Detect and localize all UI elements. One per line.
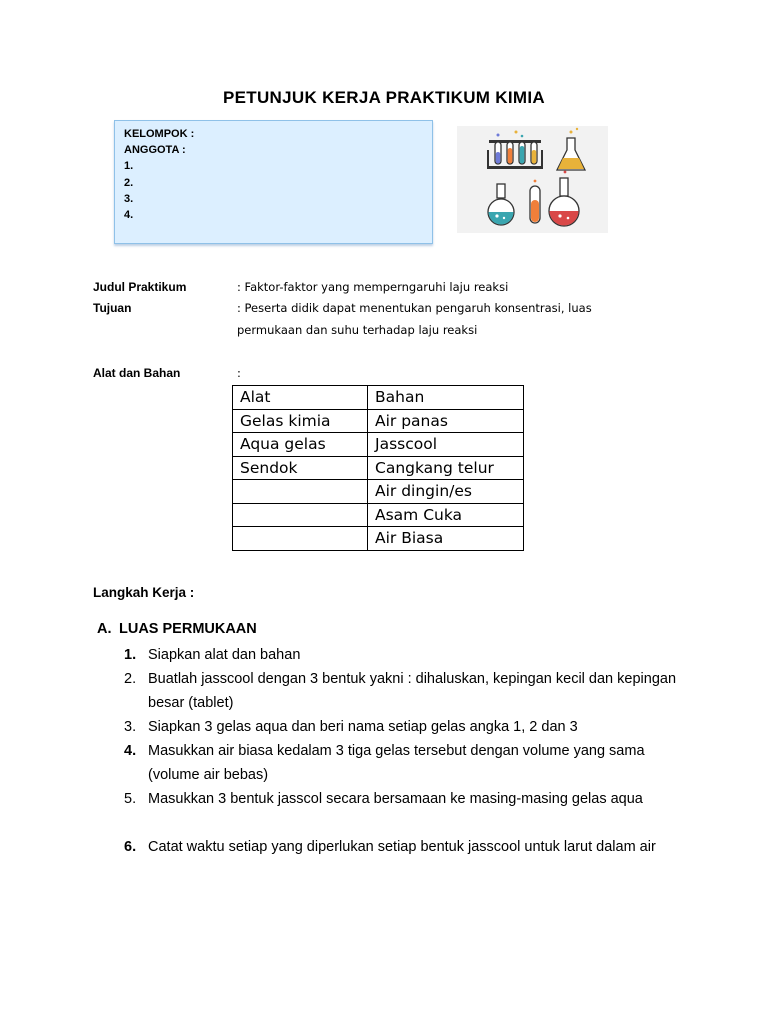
list-item [124,643,684,667]
page-title: PETUNJUK KERJA PRAKTIKUM KIMIA [223,88,545,107]
table-cell: Sendok [233,456,368,480]
step-text: Siapkan alat dan bahan [148,647,301,663]
step-text: Siapkan 3 gelas aqua dan beri nama setiap gelas angka 1, 2 dan 3 [148,719,578,735]
lab-glassware-icon [457,126,608,233]
step-number: 3. [124,719,137,735]
table-cell: Air dingin/es [368,480,524,504]
header-bahan: Bahan [368,386,524,410]
table-cell: Jasscool [368,433,524,457]
step-number: 1. [124,647,137,663]
lab-glassware-illustration [457,126,608,233]
judul-label: Judul Praktikum [93,280,187,294]
step-text: Catat waktu setiap yang diperlukan setiap bentuk jasscool untuk larut dalam air [148,839,656,855]
section-title: LUAS PERMUKAAN [119,621,257,637]
table-cell [233,527,368,551]
kelompok-label: KELOMPOK : [124,128,195,140]
member-4: 4. [124,209,134,222]
step-text: Masukkan 3 bentuk jasscol secara bersamaan ke masing-masing gelas aqua [148,791,643,807]
member-2: 2. [124,176,134,189]
table-row [233,409,524,433]
table-cell: Asam Cuka [368,503,524,527]
tujuan-value-line2: permukaan dan suhu terhadap laju reaksi [237,323,478,337]
langkah-kerja-heading: Langkah Kerja : [93,585,195,600]
list-item [124,667,684,715]
list-item [124,835,684,859]
step-number: 6. [124,839,137,855]
group-info-box [114,120,433,244]
table-cell: Air panas [368,409,524,433]
member-1: 1. [124,160,134,173]
table-row [233,456,524,480]
step-number: 2. [124,671,137,687]
judul-value: : Faktor-faktor yang memperngaruhi laju reaksi [237,280,509,294]
table-cell: Cangkang telur [368,456,524,480]
section-marker: A. [97,621,112,637]
table-cell [233,480,368,504]
step-text: Buatlah jasscool dengan 3 bentuk yakni : dihaluskan, kepingan kecil dan kepingan besar (tablet) [148,671,677,711]
section-a-heading [97,621,257,637]
alat-bahan-label: Alat dan Bahan [93,366,181,380]
tujuan-value-line1: : Peserta didik dapat menentukan pengaruh konsentrasi, luas [237,301,592,315]
list-item [124,739,684,787]
step-text: Masukkan air biasa kedalam 3 tiga gelas tersebut dengan volume yang sama (volume air bebas) [148,743,645,783]
step-number: 5. [124,791,137,807]
table-row [233,503,524,527]
table-cell: Gelas kimia [233,409,368,433]
header-alat: Alat [233,386,368,410]
table-cell: Aqua gelas [233,433,368,457]
member-3: 3. [124,192,134,205]
table-cell: Air Biasa [368,527,524,551]
anggota-label: ANGGOTA : [124,144,186,157]
alat-bahan-colon: : [237,366,241,380]
tujuan-label: Tujuan [93,301,132,315]
table-row [233,527,524,551]
materials-table [232,385,524,551]
step-number: 4. [124,743,137,759]
table-cell [233,503,368,527]
table-row [233,480,524,504]
list-item [124,715,684,739]
list-item [124,787,684,811]
table-header-row [233,386,524,410]
table-row [233,433,524,457]
